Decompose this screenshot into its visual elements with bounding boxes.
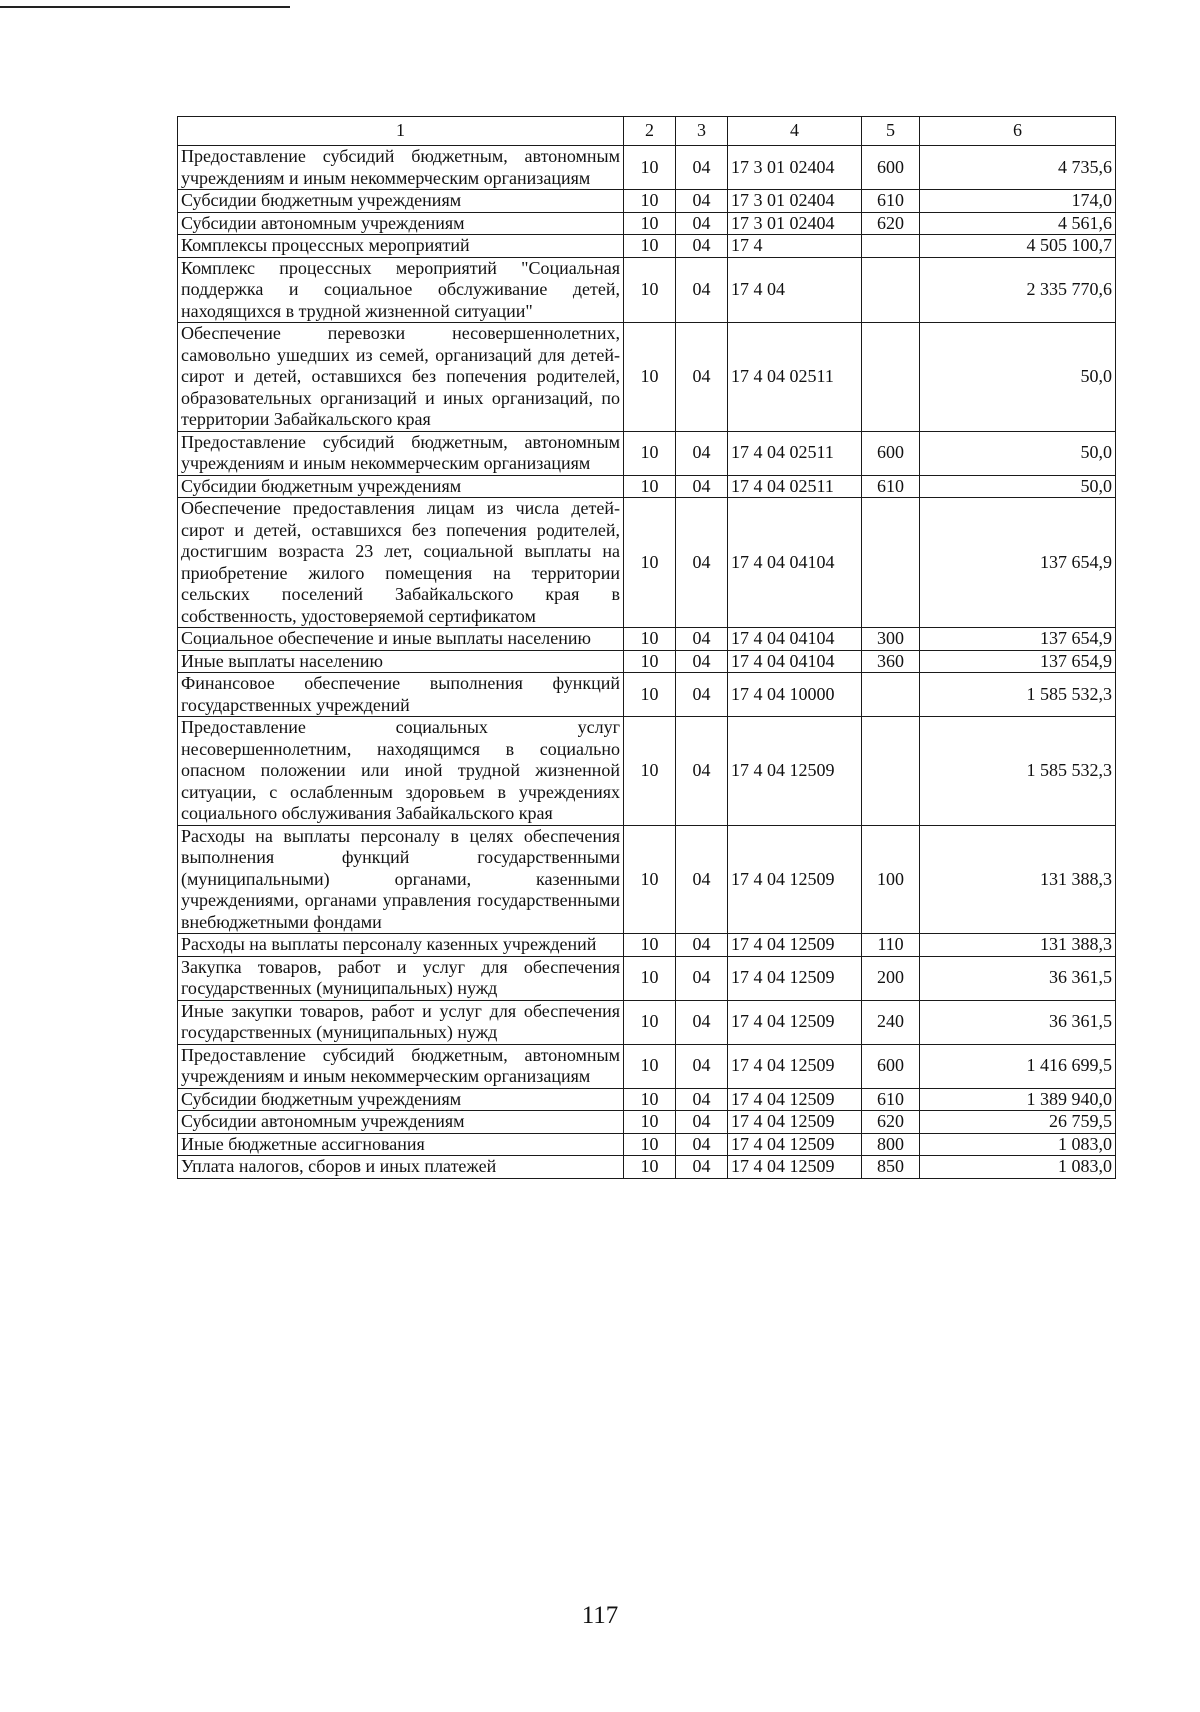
header-col-6: 6 — [920, 117, 1116, 146]
section-code: 10 — [624, 235, 676, 258]
amount: 50,0 — [920, 475, 1116, 498]
expense-type-code: 110 — [862, 934, 920, 957]
target-article-code: 17 3 01 02404 — [728, 212, 862, 235]
table-row — [178, 934, 1116, 957]
row-name: Субсидии бюджетным учреждениям — [178, 190, 624, 213]
table-row — [178, 673, 1116, 717]
table-body — [178, 146, 1116, 1179]
table-header-row — [178, 117, 1116, 146]
target-article-code: 17 4 04 04104 — [728, 650, 862, 673]
row-name: Обеспечение предоставления лицам из числа детей-сирот и детей, оставшихся без попечения родителей, достигшим возраста 23 лет, социальной выплаты на приобретение жилого помещения на территории сельских поселений Забайкальского края в собственность, удостоверяемой сертификатом — [178, 498, 624, 628]
table-row — [178, 1156, 1116, 1179]
section-code: 10 — [624, 717, 676, 826]
section-code: 10 — [624, 1044, 676, 1088]
table-row — [178, 235, 1116, 258]
expense-type-code: 600 — [862, 431, 920, 475]
amount: 26 759,5 — [920, 1111, 1116, 1134]
section-code: 10 — [624, 825, 676, 934]
expense-type-code — [862, 323, 920, 432]
row-name: Предоставление субсидий бюджетным, автономным учреждениям и иным некоммерческим организациям — [178, 1044, 624, 1088]
budget-table — [177, 116, 1116, 1179]
target-article-code: 17 4 04 02511 — [728, 475, 862, 498]
target-article-code: 17 4 04 12509 — [728, 956, 862, 1000]
table-row — [178, 956, 1116, 1000]
row-name: Финансовое обеспечение выполнения функций государственных учреждений — [178, 673, 624, 717]
expense-type-code: 300 — [862, 628, 920, 651]
section-code: 10 — [624, 475, 676, 498]
subsection-code: 04 — [676, 431, 728, 475]
expense-type-code: 100 — [862, 825, 920, 934]
amount: 4 561,6 — [920, 212, 1116, 235]
row-name: Субсидии бюджетным учреждениям — [178, 1088, 624, 1111]
target-article-code: 17 4 04 12509 — [728, 1133, 862, 1156]
row-name: Обеспечение перевозки несовершеннолетних, самовольно ушедших из семей, организаций для детей-сирот и детей, оставшихся без попечения родителей, образовательных организаций и иных организаций, по территории Забайкальского края — [178, 323, 624, 432]
expense-type-code: 610 — [862, 1088, 920, 1111]
row-name: Социальное обеспечение и иные выплаты населению — [178, 628, 624, 651]
table-row — [178, 1111, 1116, 1134]
subsection-code: 04 — [676, 825, 728, 934]
header-col-4: 4 — [728, 117, 862, 146]
table-row — [178, 498, 1116, 628]
amount: 1 389 940,0 — [920, 1088, 1116, 1111]
subsection-code: 04 — [676, 212, 728, 235]
row-name: Предоставление социальных услуг несовершеннолетним, находящимся в социально опасном положении или иной трудной жизненной ситуации, с ослабленным здоровьем в учреждениях социального обслуживания Забайкальского края — [178, 717, 624, 826]
table-row — [178, 1088, 1116, 1111]
row-name: Расходы на выплаты персоналу казенных учреждений — [178, 934, 624, 957]
target-article-code: 17 4 04 — [728, 257, 862, 323]
section-code: 10 — [624, 212, 676, 235]
header-col-1: 1 — [178, 117, 624, 146]
expense-type-code: 610 — [862, 475, 920, 498]
amount: 1 416 699,5 — [920, 1044, 1116, 1088]
expense-type-code: 600 — [862, 146, 920, 190]
subsection-code: 04 — [676, 934, 728, 957]
section-code: 10 — [624, 1000, 676, 1044]
row-name: Иные закупки товаров, работ и услуг для обеспечения государственных (муниципальных) нужд — [178, 1000, 624, 1044]
target-article-code: 17 4 04 12509 — [728, 825, 862, 934]
subsection-code: 04 — [676, 956, 728, 1000]
row-name: Субсидии автономным учреждениям — [178, 212, 624, 235]
section-code: 10 — [624, 146, 676, 190]
expense-type-code: 360 — [862, 650, 920, 673]
target-article-code: 17 3 01 02404 — [728, 146, 862, 190]
row-name: Иные выплаты населению — [178, 650, 624, 673]
amount: 36 361,5 — [920, 1000, 1116, 1044]
subsection-code: 04 — [676, 235, 728, 258]
amount: 131 388,3 — [920, 825, 1116, 934]
row-name: Иные бюджетные ассигнования — [178, 1133, 624, 1156]
row-name: Субсидии автономным учреждениям — [178, 1111, 624, 1134]
table-row — [178, 431, 1116, 475]
table-row — [178, 628, 1116, 651]
target-article-code: 17 4 04 04104 — [728, 498, 862, 628]
section-code: 10 — [624, 1111, 676, 1134]
subsection-code: 04 — [676, 1156, 728, 1179]
target-article-code: 17 4 04 12509 — [728, 934, 862, 957]
target-article-code: 17 4 04 12509 — [728, 1156, 862, 1179]
amount: 137 654,9 — [920, 498, 1116, 628]
amount: 137 654,9 — [920, 650, 1116, 673]
expense-type-code — [862, 717, 920, 826]
table-row — [178, 190, 1116, 213]
expense-type-code: 620 — [862, 212, 920, 235]
section-code: 10 — [624, 431, 676, 475]
table-row — [178, 825, 1116, 934]
expense-type-code: 800 — [862, 1133, 920, 1156]
subsection-code: 04 — [676, 1133, 728, 1156]
section-code: 10 — [624, 628, 676, 651]
row-name: Расходы на выплаты персоналу в целях обеспечения выполнения функций государственными (муниципальными) органами, казенными учреждениями, органами управления государственными внебюджетными фондами — [178, 825, 624, 934]
target-article-code: 17 4 04 02511 — [728, 431, 862, 475]
section-code: 10 — [624, 257, 676, 323]
row-name: Предоставление субсидий бюджетным, автономным учреждениям и иным некоммерческим организациям — [178, 146, 624, 190]
subsection-code: 04 — [676, 673, 728, 717]
table-row — [178, 650, 1116, 673]
subsection-code: 04 — [676, 1088, 728, 1111]
row-name: Комплекс процессных мероприятий "Социальная поддержка и социальное обслуживание детей, находящихся в трудной жизненной ситуации" — [178, 257, 624, 323]
row-name: Комплексы процессных мероприятий — [178, 235, 624, 258]
section-code: 10 — [624, 190, 676, 213]
target-article-code: 17 4 04 12509 — [728, 717, 862, 826]
amount: 2 335 770,6 — [920, 257, 1116, 323]
scan-edge-rule — [0, 6, 290, 8]
target-article-code: 17 4 04 12509 — [728, 1044, 862, 1088]
row-name: Предоставление субсидий бюджетным, автономным учреждениям и иным некоммерческим организациям — [178, 431, 624, 475]
table-row — [178, 212, 1116, 235]
subsection-code: 04 — [676, 628, 728, 651]
amount: 50,0 — [920, 431, 1116, 475]
subsection-code: 04 — [676, 1111, 728, 1134]
amount: 1 083,0 — [920, 1156, 1116, 1179]
table-row — [178, 1000, 1116, 1044]
table-row — [178, 1133, 1116, 1156]
expense-type-code: 240 — [862, 1000, 920, 1044]
section-code: 10 — [624, 934, 676, 957]
subsection-code: 04 — [676, 717, 728, 826]
target-article-code: 17 3 01 02404 — [728, 190, 862, 213]
table-row — [178, 323, 1116, 432]
header-col-2: 2 — [624, 117, 676, 146]
amount: 131 388,3 — [920, 934, 1116, 957]
target-article-code: 17 4 04 10000 — [728, 673, 862, 717]
expense-type-code: 600 — [862, 1044, 920, 1088]
row-name: Субсидии бюджетным учреждениям — [178, 475, 624, 498]
row-name: Закупка товаров, работ и услуг для обеспечения государственных (муниципальных) нужд — [178, 956, 624, 1000]
target-article-code: 17 4 04 02511 — [728, 323, 862, 432]
expense-type-code: 850 — [862, 1156, 920, 1179]
target-article-code: 17 4 04 12509 — [728, 1111, 862, 1134]
target-article-code: 17 4 — [728, 235, 862, 258]
subsection-code: 04 — [676, 475, 728, 498]
expense-type-code — [862, 673, 920, 717]
amount: 4 505 100,7 — [920, 235, 1116, 258]
expense-type-code: 200 — [862, 956, 920, 1000]
amount: 4 735,6 — [920, 146, 1116, 190]
table-row — [178, 146, 1116, 190]
table-row — [178, 1044, 1116, 1088]
section-code: 10 — [624, 323, 676, 432]
amount: 36 361,5 — [920, 956, 1116, 1000]
section-code: 10 — [624, 650, 676, 673]
table-row — [178, 257, 1116, 323]
subsection-code: 04 — [676, 190, 728, 213]
amount: 50,0 — [920, 323, 1116, 432]
target-article-code: 17 4 04 12509 — [728, 1000, 862, 1044]
header-col-3: 3 — [676, 117, 728, 146]
amount: 137 654,9 — [920, 628, 1116, 651]
header-col-5: 5 — [862, 117, 920, 146]
expense-type-code — [862, 498, 920, 628]
amount: 1 083,0 — [920, 1133, 1116, 1156]
section-code: 10 — [624, 1088, 676, 1111]
amount: 174,0 — [920, 190, 1116, 213]
subsection-code: 04 — [676, 650, 728, 673]
table-row — [178, 475, 1116, 498]
subsection-code: 04 — [676, 1044, 728, 1088]
amount: 1 585 532,3 — [920, 717, 1116, 826]
subsection-code: 04 — [676, 1000, 728, 1044]
table-row — [178, 717, 1116, 826]
section-code: 10 — [624, 673, 676, 717]
subsection-code: 04 — [676, 146, 728, 190]
section-code: 10 — [624, 1156, 676, 1179]
row-name: Уплата налогов, сборов и иных платежей — [178, 1156, 624, 1179]
section-code: 10 — [624, 498, 676, 628]
expense-type-code — [862, 235, 920, 258]
target-article-code: 17 4 04 12509 — [728, 1088, 862, 1111]
section-code: 10 — [624, 1133, 676, 1156]
section-code: 10 — [624, 956, 676, 1000]
expense-type-code: 610 — [862, 190, 920, 213]
expense-type-code — [862, 257, 920, 323]
subsection-code: 04 — [676, 498, 728, 628]
expense-type-code: 620 — [862, 1111, 920, 1134]
page-number: 117 — [581, 1602, 619, 1629]
amount: 1 585 532,3 — [920, 673, 1116, 717]
subsection-code: 04 — [676, 323, 728, 432]
target-article-code: 17 4 04 04104 — [728, 628, 862, 651]
subsection-code: 04 — [676, 257, 728, 323]
